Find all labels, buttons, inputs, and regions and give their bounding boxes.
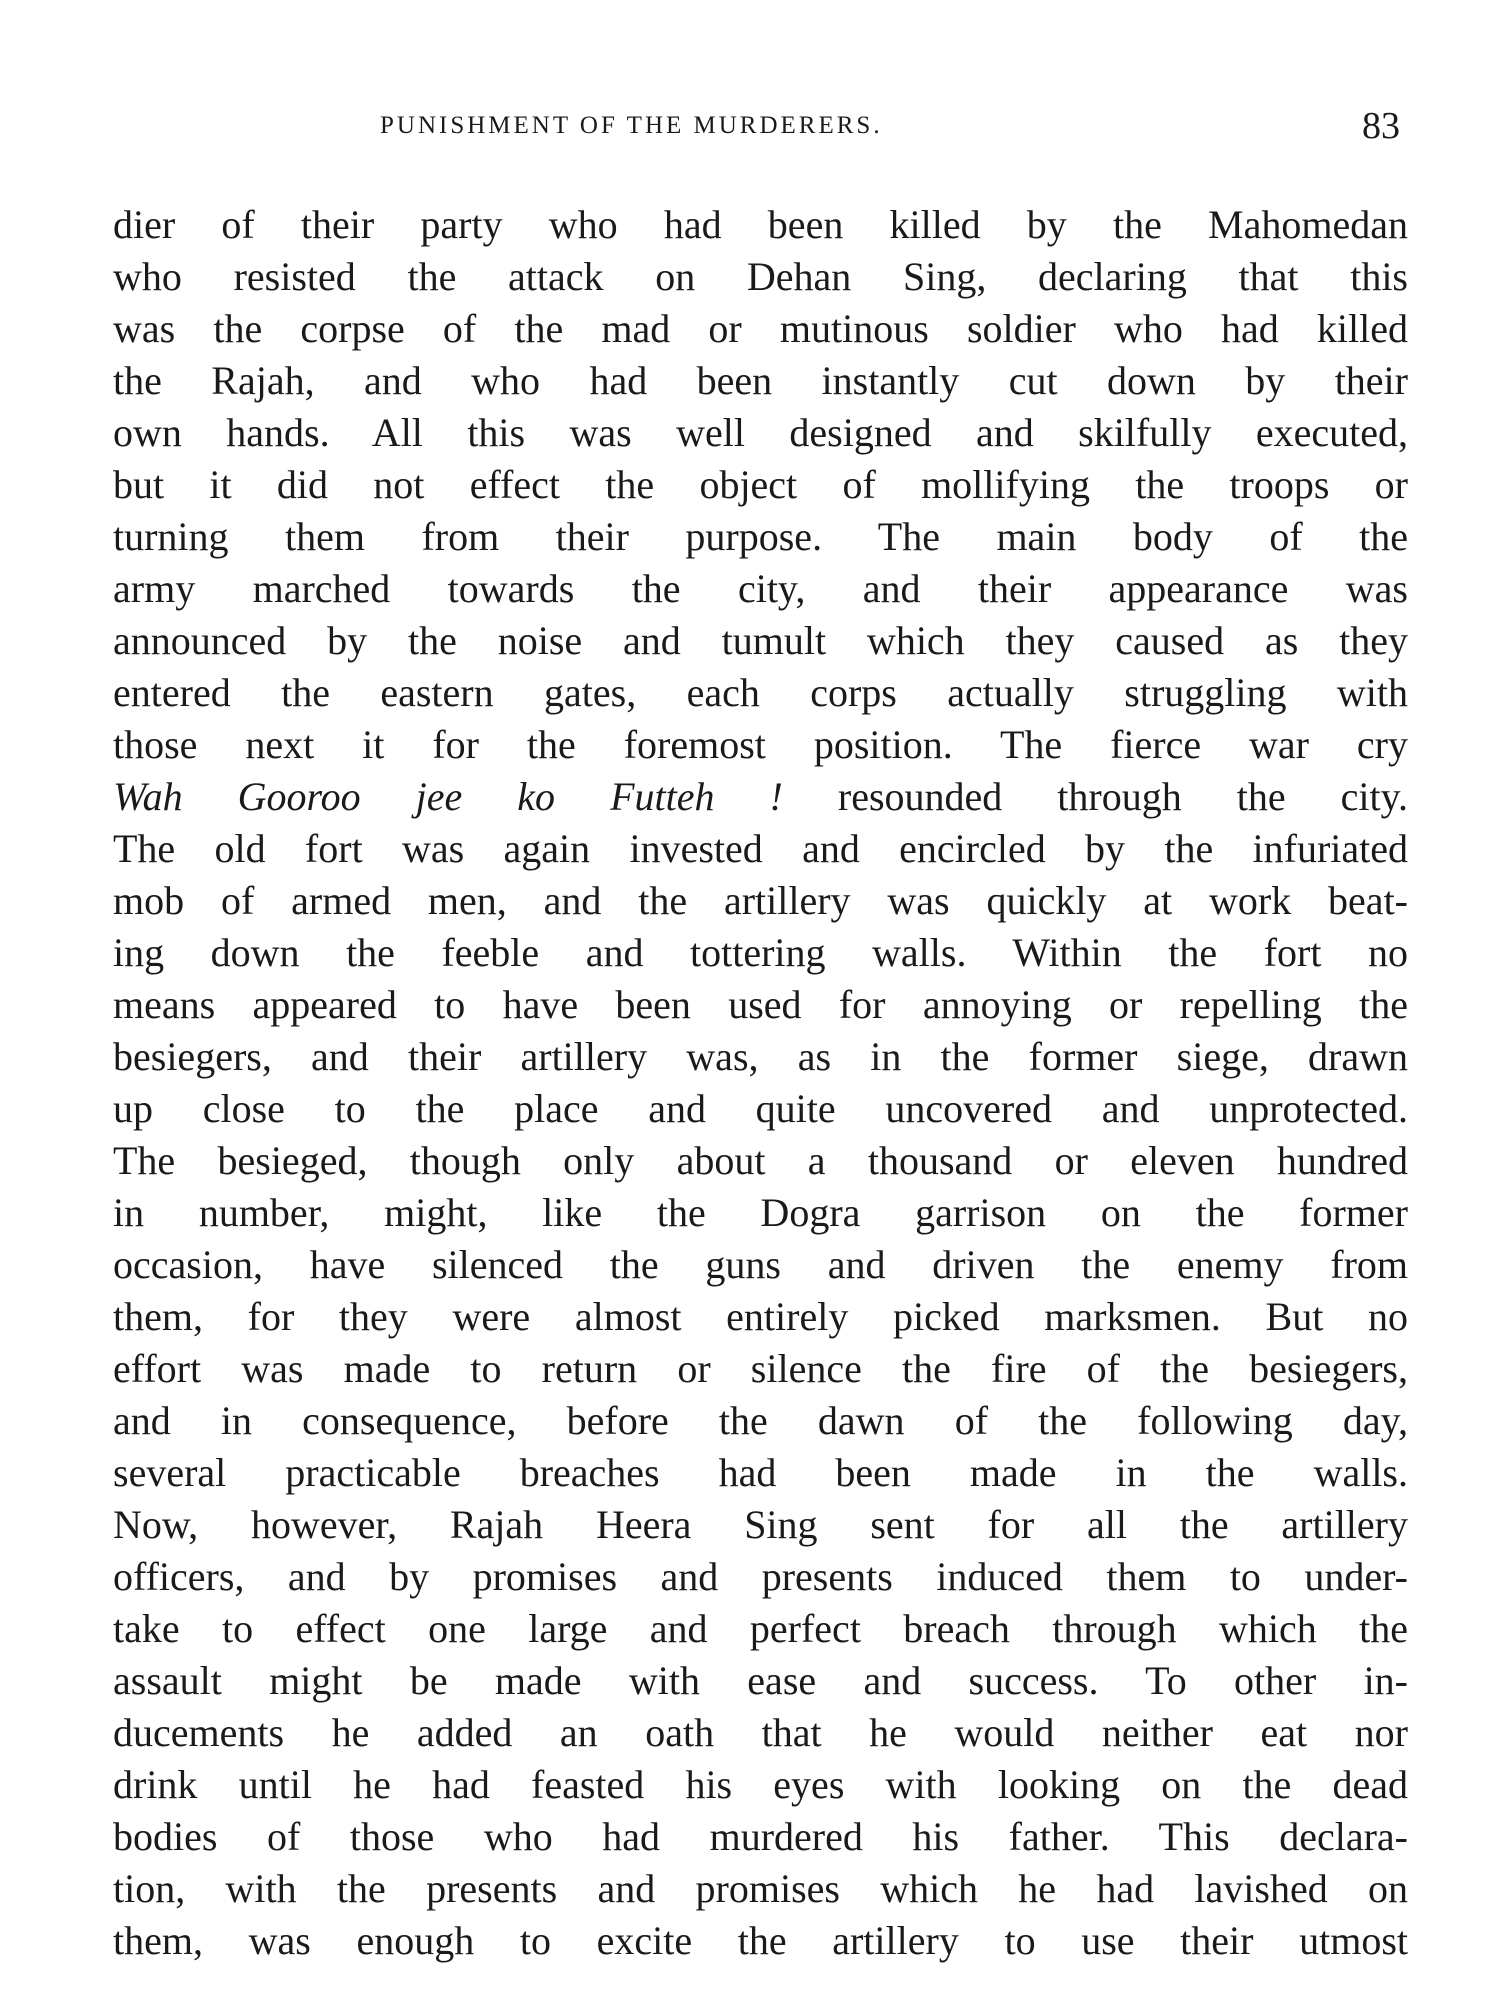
body-text bbox=[113, 199, 1408, 1967]
text-line: ducements he added an oath that he would neither eat nor bbox=[113, 1710, 1408, 1755]
text-line: Now, however, Rajah Heera Sing sent for all the artillery bbox=[113, 1502, 1408, 1547]
text-line: but it did not effect the object of mollifying the troops or bbox=[113, 462, 1408, 507]
text-line: the Rajah, and who had been instantly cut down by their bbox=[113, 358, 1408, 403]
text-line: announced by the noise and tumult which they caused as they bbox=[113, 618, 1408, 663]
text-line: them, for they were almost entirely picked marksmen. But no bbox=[113, 1294, 1408, 1339]
text-line: ing down the feeble and tottering walls. Within the fort no bbox=[113, 930, 1408, 975]
text-line: The besieged, though only about a thousand or eleven hundred bbox=[113, 1138, 1408, 1183]
text-line: mob of armed men, and the artillery was quickly at work beat- bbox=[113, 878, 1408, 923]
text-line: was the corpse of the mad or mutinous soldier who had killed bbox=[113, 306, 1408, 351]
text-line: officers, and by promises and presents induced them to under- bbox=[113, 1554, 1408, 1599]
war-cry-italic: Wah Gooroo jee ko Futteh ! bbox=[113, 774, 783, 819]
text-line: who resisted the attack on Dehan Sing, declaring that this bbox=[113, 254, 1408, 299]
text-line: entered the eastern gates, each corps actually struggling with bbox=[113, 670, 1408, 715]
text-line: in number, might, like the Dogra garrison on the former bbox=[113, 1190, 1408, 1235]
text-line: several practicable breaches had been made in the walls. bbox=[113, 1450, 1408, 1495]
text-line: those next it for the foremost position. The fierce war cry bbox=[113, 722, 1408, 767]
page-number: 83 bbox=[1362, 105, 1400, 147]
text-line: The old fort was again invested and encircled by the infuriated bbox=[113, 826, 1408, 871]
running-head: PUNISHMENT OF THE MURDERERS. bbox=[380, 112, 883, 139]
text-line: besiegers, and their artillery was, as in the former siege, drawn bbox=[113, 1034, 1408, 1079]
text-line: tion, with the presents and promises which he had lavished on bbox=[113, 1866, 1408, 1911]
text-line: bodies of those who had murdered his father. This declara- bbox=[113, 1814, 1408, 1859]
text-line: assault might be made with ease and success. To other in- bbox=[113, 1658, 1408, 1703]
text-line: drink until he had feasted his eyes with looking on the dead bbox=[113, 1762, 1408, 1807]
text-line: up close to the place and quite uncovered and unprotected. bbox=[113, 1086, 1408, 1131]
text-line: occasion, have silenced the guns and driven the enemy from bbox=[113, 1242, 1408, 1287]
text-line: and in consequence, before the dawn of the following day, bbox=[113, 1398, 1408, 1443]
text-line: means appeared to have been used for annoying or repelling the bbox=[113, 982, 1408, 1027]
war-cry-rest: resounded through the city. bbox=[837, 774, 1408, 819]
text-line: effort was made to return or silence the fire of the besiegers, bbox=[113, 1346, 1408, 1391]
text-line: turning them from their purpose. The main body of the bbox=[113, 514, 1408, 559]
text-line: own hands. All this was well designed and skilfully executed, bbox=[113, 410, 1408, 455]
text-line: them, was enough to excite the artillery to use their utmost bbox=[113, 1918, 1408, 1963]
text-line: army marched towards the city, and their appearance was bbox=[113, 566, 1408, 611]
text-line: dier of their party who had been killed by the Mahomedan bbox=[113, 202, 1408, 247]
war-cry-line bbox=[113, 771, 1408, 823]
text-line: take to effect one large and perfect breach through which the bbox=[113, 1606, 1408, 1651]
